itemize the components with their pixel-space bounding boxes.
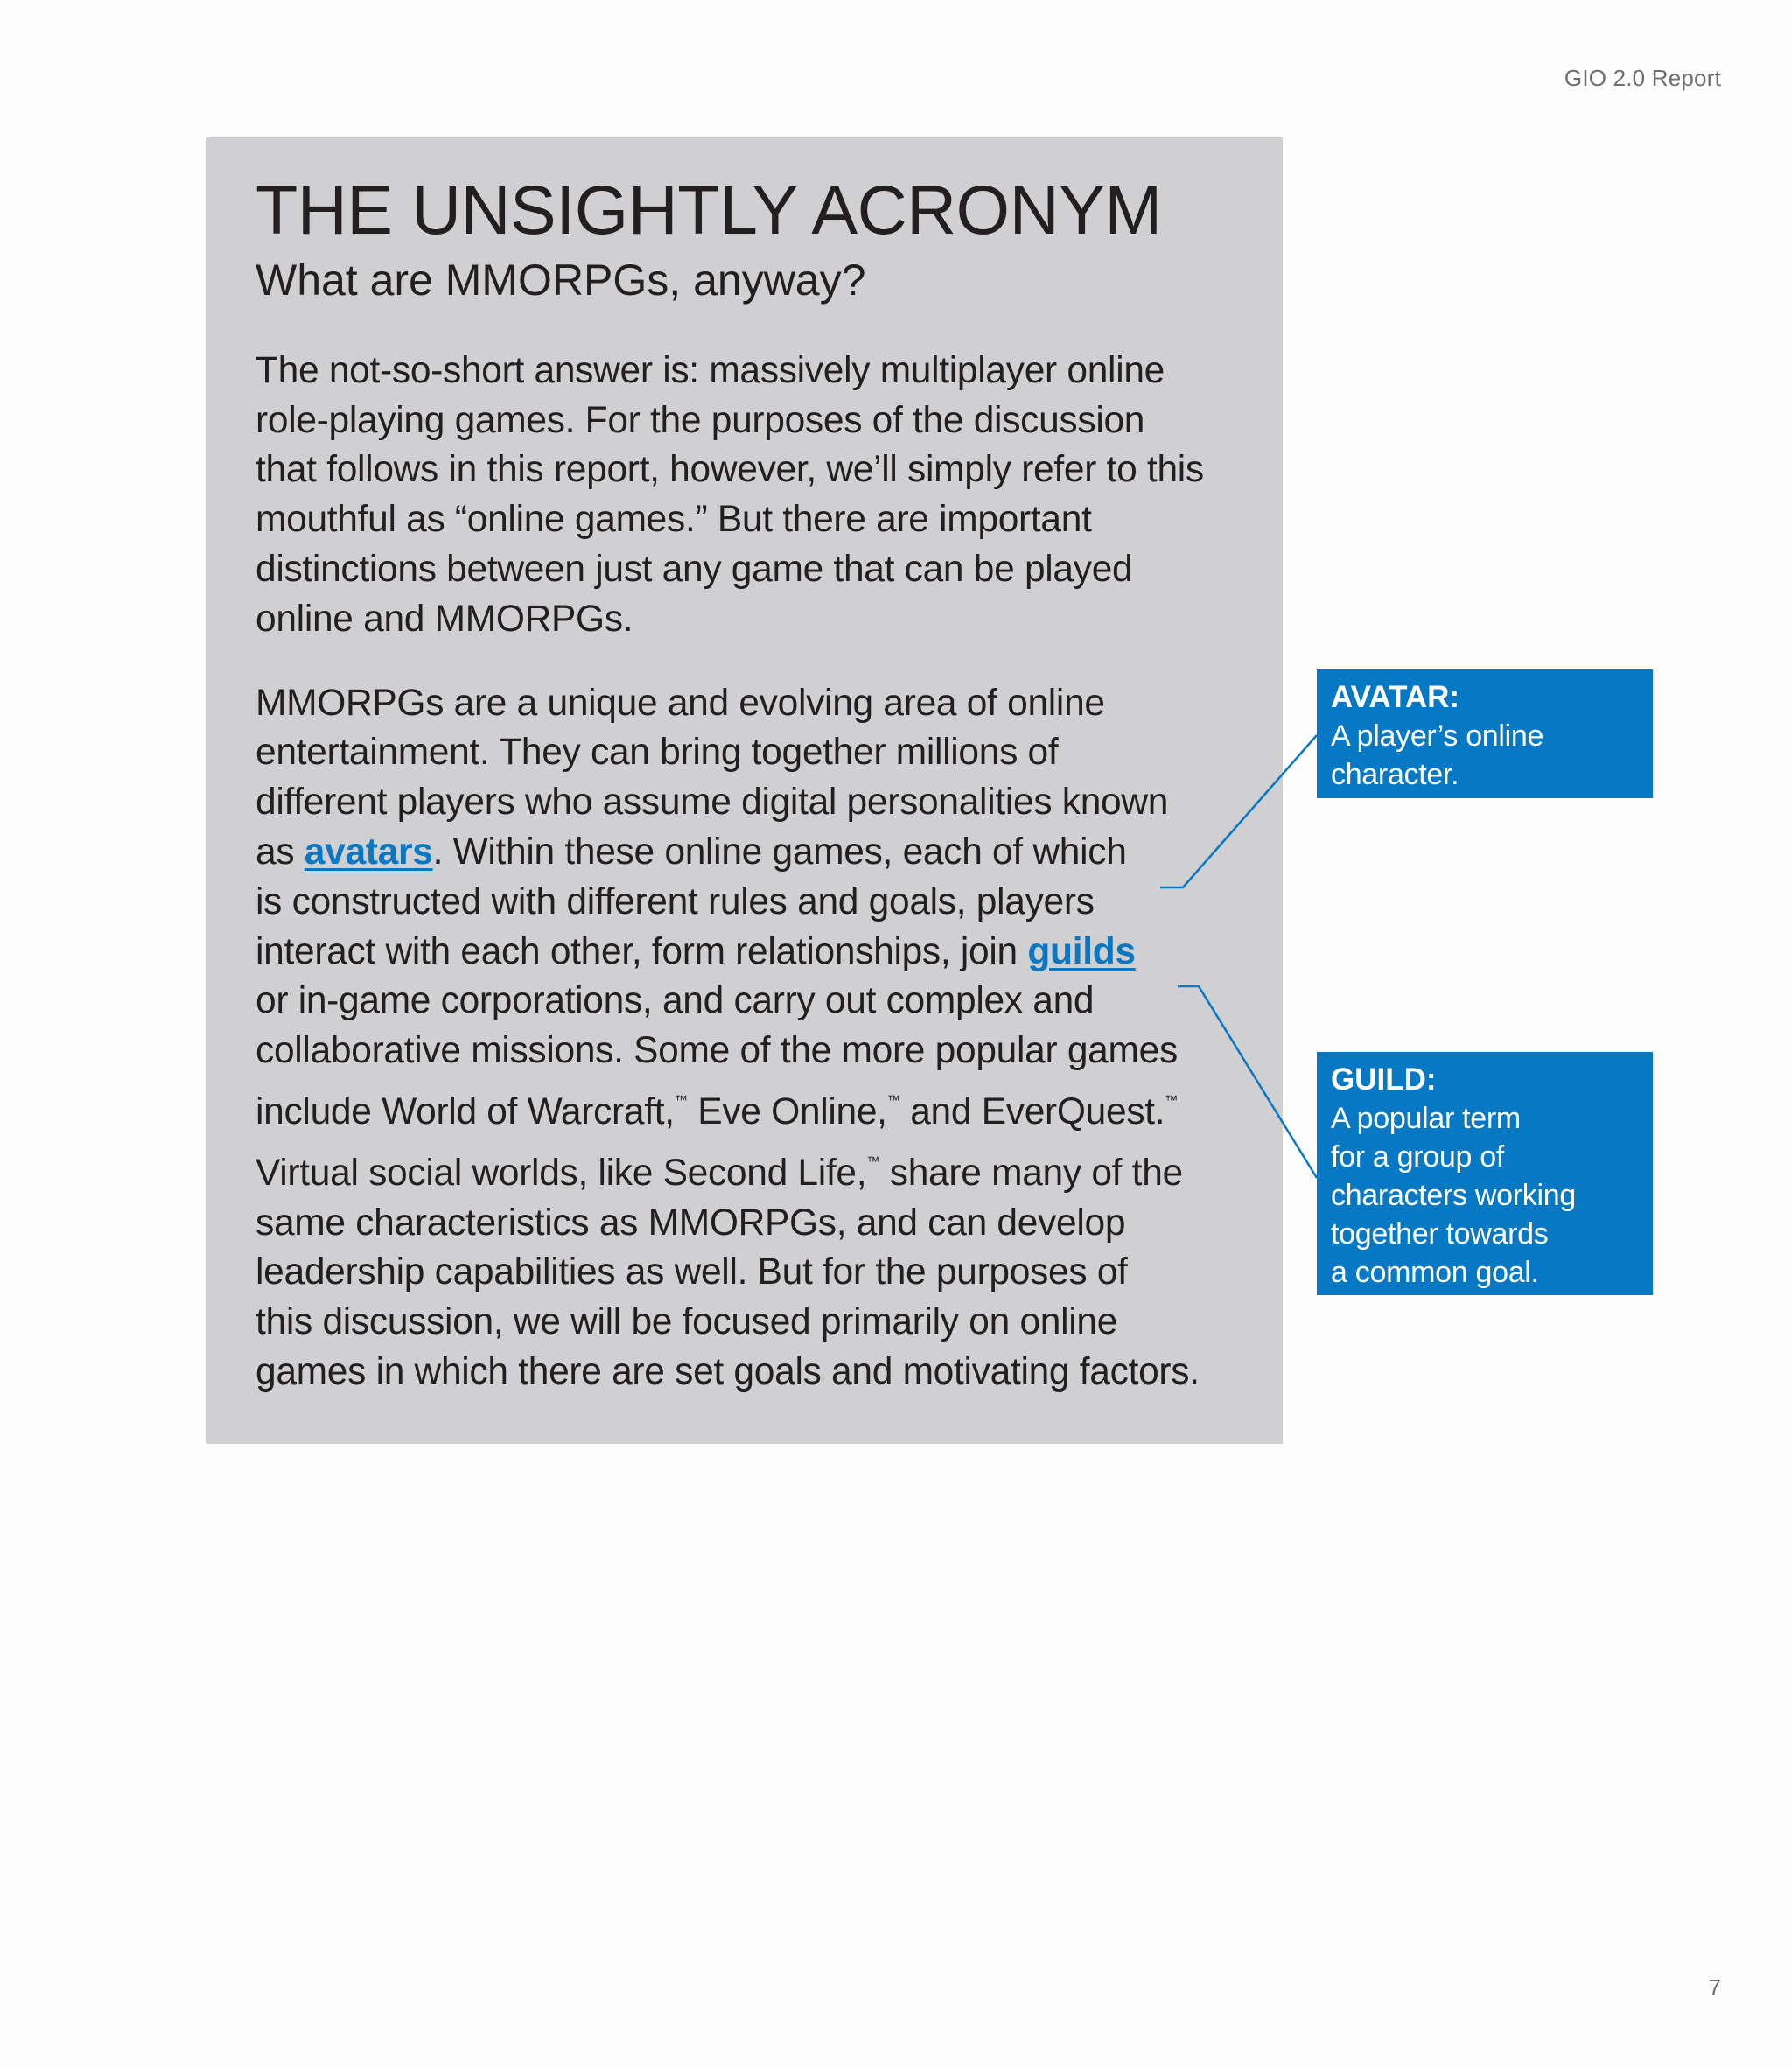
- paragraph-line: The not-so-short answer is: massively multiplayer online: [256, 349, 1166, 391]
- trademark-symbol: ™: [866, 1153, 880, 1169]
- line-text: share many of the: [879, 1152, 1183, 1194]
- paragraph-line: or in-game corporations, and carry out complex and: [256, 980, 1095, 1022]
- paragraph-line: [256, 828, 1248, 878]
- paragraph-line: games in which there are set goals and motivating factors.: [256, 1351, 1200, 1393]
- paragraph-line: [256, 928, 1248, 978]
- page-subtitle: What are MMORPGs, anyway?: [256, 255, 866, 305]
- intro-paragraph: [256, 347, 1248, 645]
- line-text: Eve Online,: [687, 1091, 887, 1133]
- line-text: interact with each other, form relationships, join: [256, 930, 1028, 972]
- avatar-definition-callout: [1317, 669, 1653, 798]
- line-text: . Within these online games, each of which: [432, 831, 1127, 873]
- callout-term: AVATAR:: [1331, 680, 1460, 714]
- paragraph-line: collaborative missions. Some of the more popular games: [256, 1030, 1178, 1072]
- line-text: as: [256, 831, 304, 873]
- line-text: include World of Warcraft,: [256, 1091, 675, 1133]
- page-title: THE UNSIGHTLY ACRONYM: [256, 171, 1162, 249]
- paragraph-line: entertainment. They can bring together millions of: [256, 732, 1059, 774]
- avatars-link[interactable]: avatars: [304, 831, 433, 873]
- paragraph-line: [256, 1076, 1248, 1138]
- page-number: 7: [1708, 1974, 1721, 2001]
- paragraph-line: same characteristics as MMORPGs, and can develop: [256, 1202, 1126, 1244]
- paragraph-line: mouthful as “online games.” But there are important: [256, 499, 1092, 541]
- paragraph-line: this discussion, we will be focused primarily on online: [256, 1301, 1118, 1343]
- guild-definition-callout: [1317, 1052, 1653, 1295]
- paragraph-line: leadership capabilities as well. But for the purposes of: [256, 1251, 1128, 1293]
- callout-definition: A popular term for a group of characters working together towards a common goal.: [1331, 1102, 1576, 1289]
- callout-term: GUILD:: [1331, 1062, 1437, 1097]
- paragraph-line: distinctions between just any game that can be played: [256, 549, 1133, 591]
- mmorpg-paragraph: [256, 679, 1248, 1398]
- paragraph-line: role-playing games. For the purposes of the discussion: [256, 399, 1145, 441]
- paragraph-line: different players who assume digital personalities known: [256, 782, 1169, 824]
- paragraph-line: online and MMORPGs.: [256, 598, 634, 640]
- paragraph-line: is constructed with different rules and goals, players: [256, 880, 1095, 922]
- report-header: GIO 2.0 Report: [1564, 65, 1721, 91]
- trademark-symbol: ™: [674, 1093, 688, 1109]
- trademark-symbol: ™: [886, 1093, 900, 1109]
- paragraph-line: [256, 1138, 1248, 1199]
- guilds-link[interactable]: guilds: [1027, 930, 1136, 972]
- paragraph-line: that follows in this report, however, we’ll simply refer to this: [256, 449, 1204, 491]
- paragraph-line: MMORPGs are a unique and evolving area of online: [256, 682, 1105, 724]
- line-text: and EverQuest.: [900, 1091, 1166, 1133]
- trademark-symbol: ™: [1165, 1093, 1179, 1109]
- line-text: Virtual social worlds, like Second Life,: [256, 1152, 867, 1194]
- main-content-box: [206, 137, 1283, 1444]
- callout-definition: A player’s online character.: [1331, 719, 1544, 791]
